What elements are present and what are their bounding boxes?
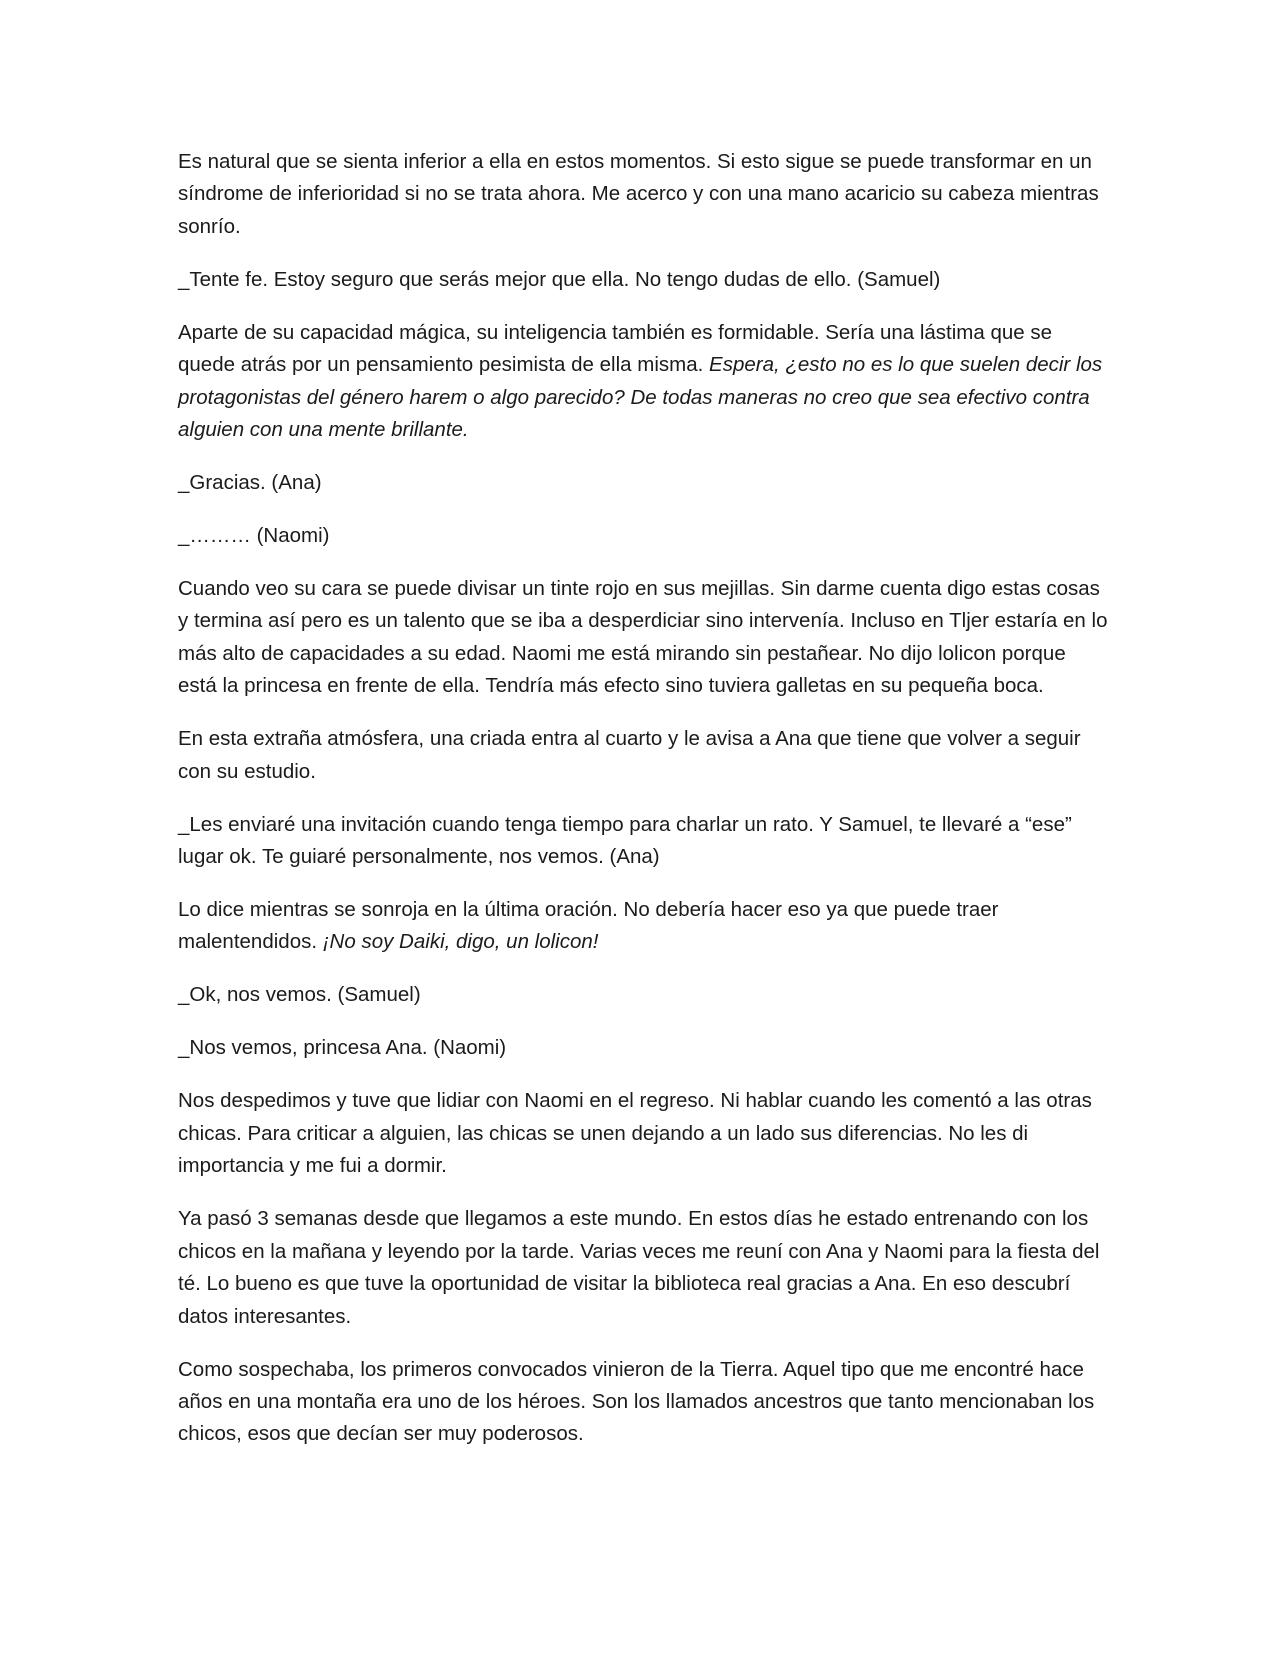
paragraph-text: Aparte de su capacidad mágica, su inteligencia también es formidable. Sería una lástima que se quede atrás por un pensamiento pesimista de ella misma. [178,320,1053,377]
italic-thought: Espera, ¿esto no es lo que suelen decir los protagonistas del género harem o algo parecido? De todas maneras no creo que sea efectivo contra alguien con una mente brillante. [178,353,1103,442]
dialogue-line: _Les enviaré una invitación cuando tenga tiempo para charlar un rato. Y Samuel, te llevaré a “ese” lugar ok. Te guiaré personalmente, nos vemos. (Ana) [178,812,1072,869]
narration-paragraph: Cuando veo su cara se puede divisar un tinte rojo en sus mejillas. Sin darme cuenta digo estas cosas y termina así pero es un talento que se iba a desperdiciar sino intervenía. Incluso en Tljer estaría en lo más alto de capacidades a su edad. Naomi me está mirando sin pestañear. No dijo lolicon porque está la princesa en frente de ella. Tendría más efecto sino tuviera galletas en su pequeña boca. [178,577,1108,698]
narration-paragraph [178,317,1108,447]
narration-paragraph: En esta extraña atmósfera, una criada entra al cuarto y le avisa a Ana que tiene que volver a seguir con su estudio. [178,727,1081,783]
paragraph-text: Lo dice mientras se sonroja en la última oración. No debería hacer eso ya que puede traer malentendidos. [178,898,999,954]
narration-paragraph: Como sospechaba, los primeros convocados vinieron de la Tierra. Aquel tipo que me encontré hace años en una montaña era uno de los héroes. Son los llamados ancestros que tanto mencionaban los chicos, esos que decían ser muy poderosos. [178,1357,1095,1446]
dialogue-line: _Ok, nos vemos. (Samuel) [178,983,421,1007]
narration-paragraph: Es natural que se sienta inferior a ella en estos momentos. Si esto sigue se puede transformar en un síndrome de inferioridad si no se trata ahora. Me acerco y con una mano acaricio su cabeza mientras sonrío. [178,150,1099,238]
dialogue-line: _Tente fe. Estoy seguro que serás mejor que ella. No tengo dudas de ello. (Samuel) [178,267,941,291]
document-body [178,146,1108,1471]
dialogue-line: _……… (Naomi) [178,524,330,548]
dialogue-line: _Nos vemos, princesa Ana. (Naomi) [178,1036,507,1060]
italic-thought: ¡No soy Daiki, digo, un lolicon! [322,930,599,954]
narration-paragraph [178,894,1108,959]
narration-paragraph: Ya pasó 3 semanas desde que llegamos a este mundo. En estos días he estado entrenando con los chicos en la mañana y leyendo por la tarde. Varias veces me reuní con Ana y Naomi para la fiesta del té. Lo bueno es que tuve la oportunidad de visitar la biblioteca real gracias a Ana. En eso descubrí datos interesantes. [178,1207,1100,1328]
dialogue-line: _Gracias. (Ana) [178,471,322,495]
narration-paragraph: Nos despedimos y tuve que lidiar con Naomi en el regreso. Ni hablar cuando les comentó a las otras chicas. Para criticar a alguien, las chicas se unen dejando a un lado sus diferencias. No les di importancia y me fui a dormir. [178,1089,1092,1178]
